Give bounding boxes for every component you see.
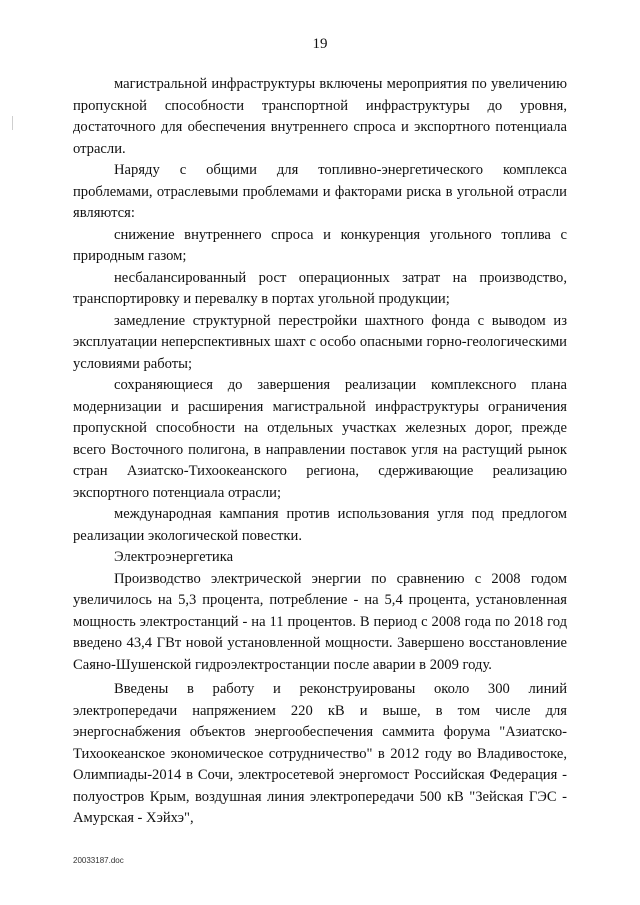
page-number: 19 xyxy=(312,36,328,52)
paragraph: Введены в работу и реконструированы около 300 линий электропередачи напряжением 220 кВ и выше, в том числе для энергоснабжения объектов энергообеспечения саммита форума "Азиатско-Тихоокеанское экономическое сотрудничество" в 2012 году во Владивостоке, Олимпиады-2014 в Сочи, электросетевой энергомост Российская Федерация - полуостров Крым, воздушная линия электропередачи 500 кВ "Зейская ГЭС - Амурская - Хэйхэ", xyxy=(73,681,567,826)
list-item: международная кампания против использования угля под предлогом реализации экологической повестки. xyxy=(73,506,567,544)
paragraph: Наряду с общими для топливно-энергетического комплекса проблемами, отраслевыми проблемами и факторами риска в угольной отрасли являются: xyxy=(73,162,567,221)
document-body xyxy=(73,74,567,830)
footer-filename: 20033187.doc xyxy=(73,856,124,865)
list-item: замедление структурной перестройки шахтного фонда с выводом из эксплуатации неперспективных шахт с особо опасными горно-геологическими условиями работы; xyxy=(73,312,567,372)
margin-mark xyxy=(12,116,13,130)
paragraph: Производство электрической энергии по сравнению с 2008 годом увеличилось на 5,3 процента, потребление - на 5,4 процента, установленная мощность электростанций - на 11 процентов. В период с 2008 года по 2018 год введено 43,4 ГВт новой установленной мощности. Завершено восстановление Саяно-Шушенской гидроэлектростанции после аварии в 2009 году. xyxy=(73,570,567,673)
section-heading: Электроэнергетика xyxy=(114,549,234,565)
list-item: несбалансированный рост операционных затрат на производство, транспортировку и перевалку в портах угольной продукции; xyxy=(73,269,567,307)
list-item: сохраняющиеся до завершения реализации комплексного плана модернизации и расширения магистральной инфраструктуры ограничения пропускной способности на отдельных участках железных дорог, прежде всего Восточного полигона, в направлении поставок угля на растущий рынок стран Азиатско-Тихоокеанского региона, сдерживающие реализацию экспортного потенциала отрасли; xyxy=(73,377,567,501)
list-item: снижение внутреннего спроса и конкуренция угольного топлива с природным газом; xyxy=(73,226,567,264)
paragraph: магистральной инфраструктуры включены мероприятия по увеличению пропускной способности транспортной инфраструктуры до уровня, достаточного для обеспечения внутреннего спроса и экспортного потенциала отрасли. xyxy=(73,76,567,157)
